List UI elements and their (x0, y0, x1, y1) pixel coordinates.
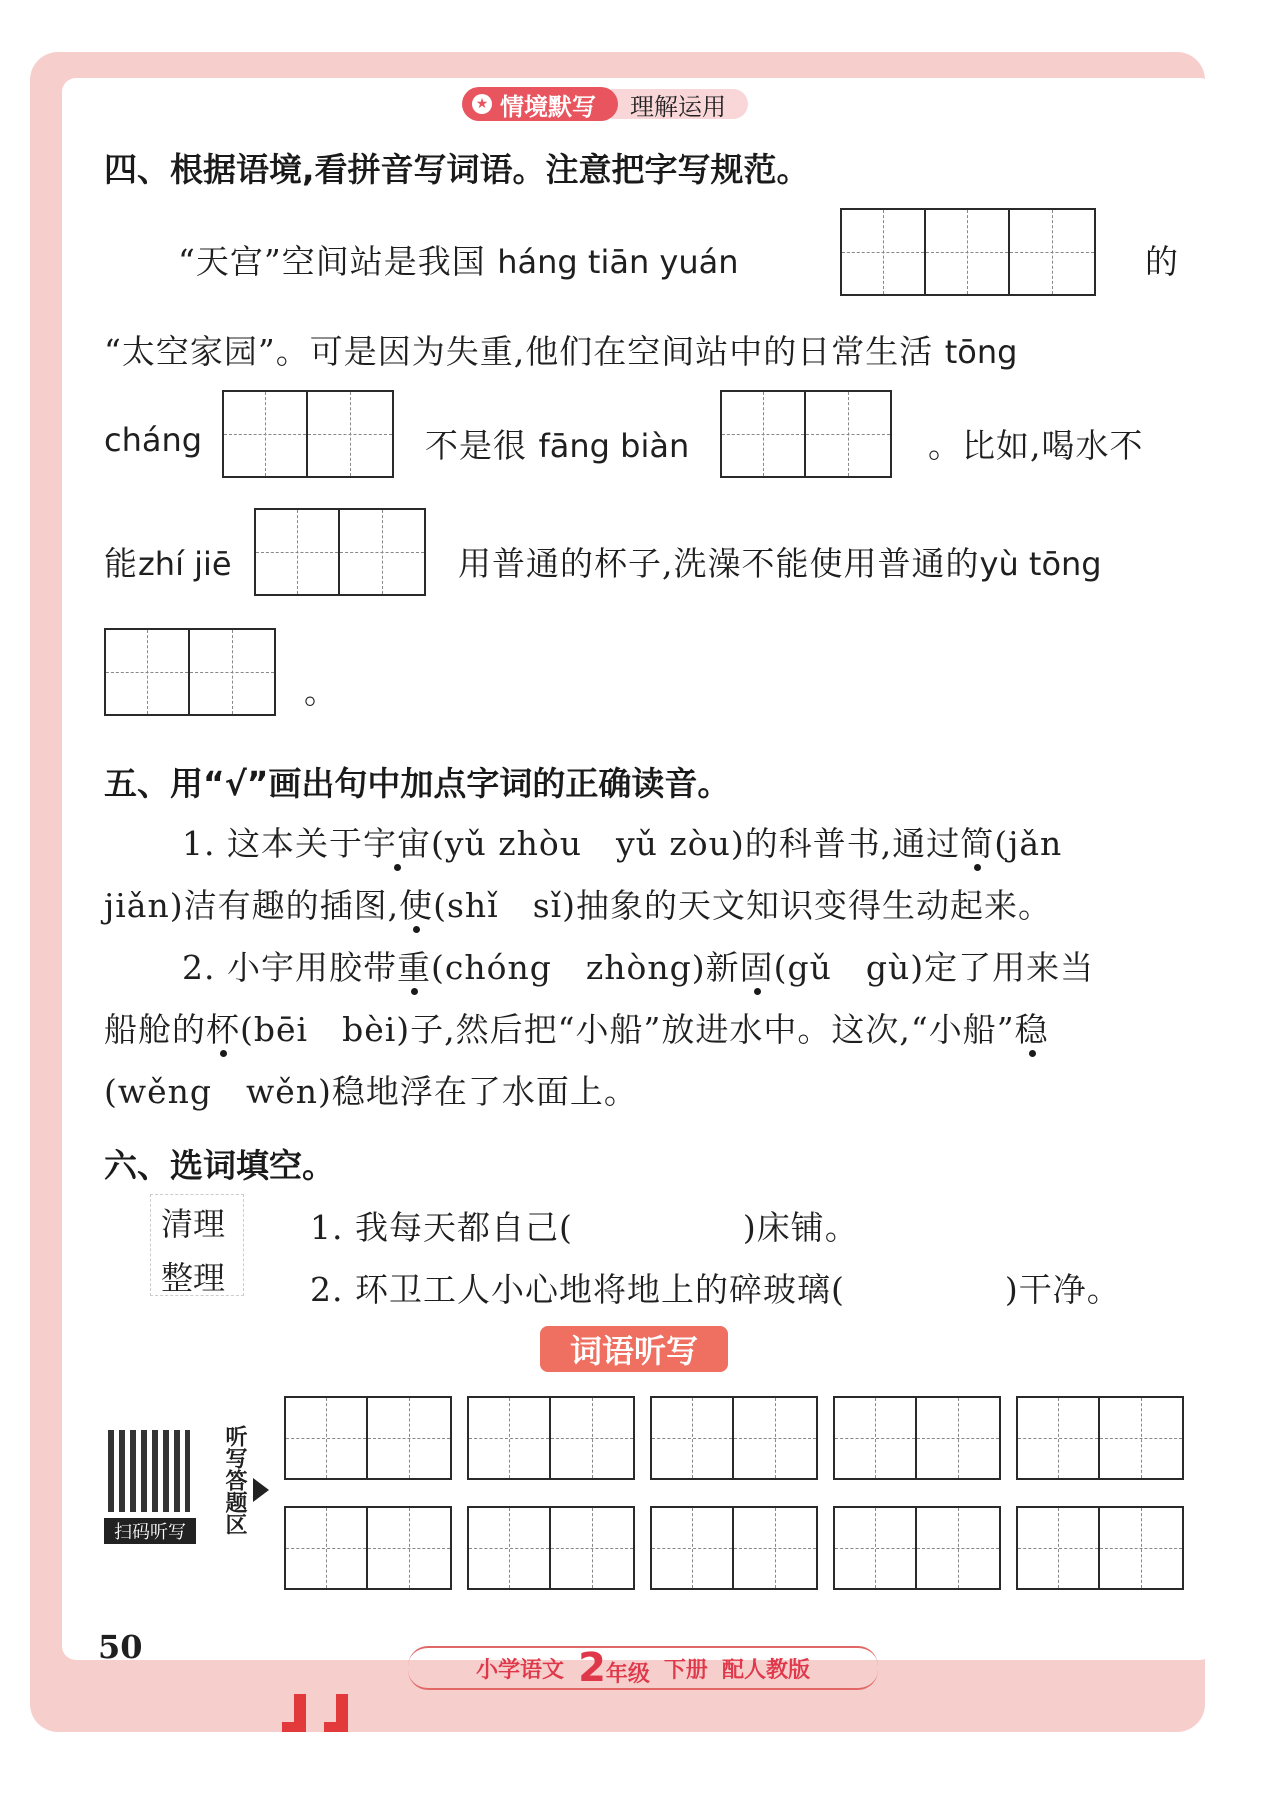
s4-line1: “天宫”空间站是我国 háng tiān yuán (178, 242, 739, 281)
s5-q1-line1: 1. 这本关于宇宙(yǔ zhòu yǔ zòu)的科普书,通过简(jǎn (182, 824, 1063, 863)
decor-shoes-icon (270, 1688, 380, 1748)
section5-title: 五、用“√”画出句中加点字词的正确读音。 (104, 764, 731, 803)
s6-q2: 2. 环卫工人小心地将地上的碎玻璃( )干净。 (310, 1270, 1121, 1309)
answer-area-label: 听写答题区 (222, 1425, 247, 1535)
dotted-word: 使 (399, 886, 434, 925)
dotted-word: 简 (960, 824, 995, 863)
s5-q2-line3: (wěng wěn)稳地浮在了水面上。 (104, 1072, 638, 1111)
s4-line3-mid: 不是很 fāng biàn (425, 426, 690, 465)
dictation-grid[interactable] (284, 1506, 452, 1590)
qr-label: 扫码听写 (104, 1518, 196, 1544)
section6-title: 六、选词填空。 (104, 1146, 335, 1185)
dictation-grid[interactable] (284, 1396, 452, 1480)
dictation-grid[interactable] (467, 1506, 635, 1590)
dictation-grid[interactable] (833, 1506, 1001, 1590)
dictation-grid[interactable] (1016, 1506, 1184, 1590)
answer-grid-1[interactable] (840, 208, 1096, 296)
dictation-title: 词语听写 (540, 1326, 728, 1372)
section-header (462, 86, 818, 122)
answer-grid-4[interactable] (254, 508, 426, 596)
header-tab-active: ★ 情境默写 (462, 87, 618, 121)
word-option-1: 清理 (161, 1205, 226, 1243)
arrow-right-icon (253, 1478, 269, 1502)
dotted-word: 杯 (206, 1010, 240, 1049)
medal-icon: ★ (472, 94, 492, 114)
s4-line3-end: 。比如,喝水不 (928, 426, 1144, 465)
dictation-grid[interactable] (650, 1396, 818, 1480)
s4-line1-end: 的 (1145, 242, 1179, 281)
section4-title: 四、根据语境,看拼音写词语。注意把字写规范。 (104, 150, 810, 189)
s4-line2: “太空家园”。可是因为失重,他们在空间站中的日常生活 tōng (104, 332, 1018, 371)
page-number: 50 (98, 1628, 143, 1666)
s6-q1: 1. 我每天都自己( )床铺。 (310, 1208, 859, 1247)
s4-line5-end: 。 (304, 672, 338, 711)
word-option-2: 整理 (161, 1259, 226, 1297)
dotted-word: 重 (396, 948, 431, 987)
dotted-word: 宇宙 (362, 824, 431, 863)
dictation-grid[interactable] (1016, 1396, 1184, 1480)
s4-line4-start: 能zhí jiē (104, 544, 232, 583)
dotted-word: 固 (739, 948, 774, 987)
book-footer: 小学语文 2年级 下册 配人教版 (408, 1646, 878, 1690)
s4-line4-mid: 用普通的杯子,洗澡不能使用普通的yù tōng (458, 544, 1102, 583)
s5-q2-line1: 2. 小宇用胶带重(chóng zhòng)新固(gǔ gù)定了用来当 (182, 948, 1095, 987)
s4-line3-start: cháng (104, 421, 203, 459)
dictation-grid[interactable] (467, 1396, 635, 1480)
dictation-grid[interactable] (650, 1506, 818, 1590)
s5-q1-line2: jiǎn)洁有趣的插图,使(shǐ sǐ)抽象的天文知识变得生动起来。 (104, 886, 1053, 925)
answer-grid-5[interactable] (104, 628, 276, 716)
answer-grid-2[interactable] (222, 390, 394, 478)
answer-grid-3[interactable] (720, 390, 892, 478)
dictation-grid[interactable] (833, 1396, 1001, 1480)
s5-q2-line2: 船舱的杯(bēi bèi)子,然后把“小船”放进水中。这次,“小船”稳 (104, 1010, 1049, 1049)
header-tab-other: 理解运用 (600, 89, 748, 119)
dotted-word: 稳 (1014, 1010, 1049, 1049)
qr-code-icon[interactable] (108, 1430, 190, 1512)
word-options (150, 1194, 244, 1296)
